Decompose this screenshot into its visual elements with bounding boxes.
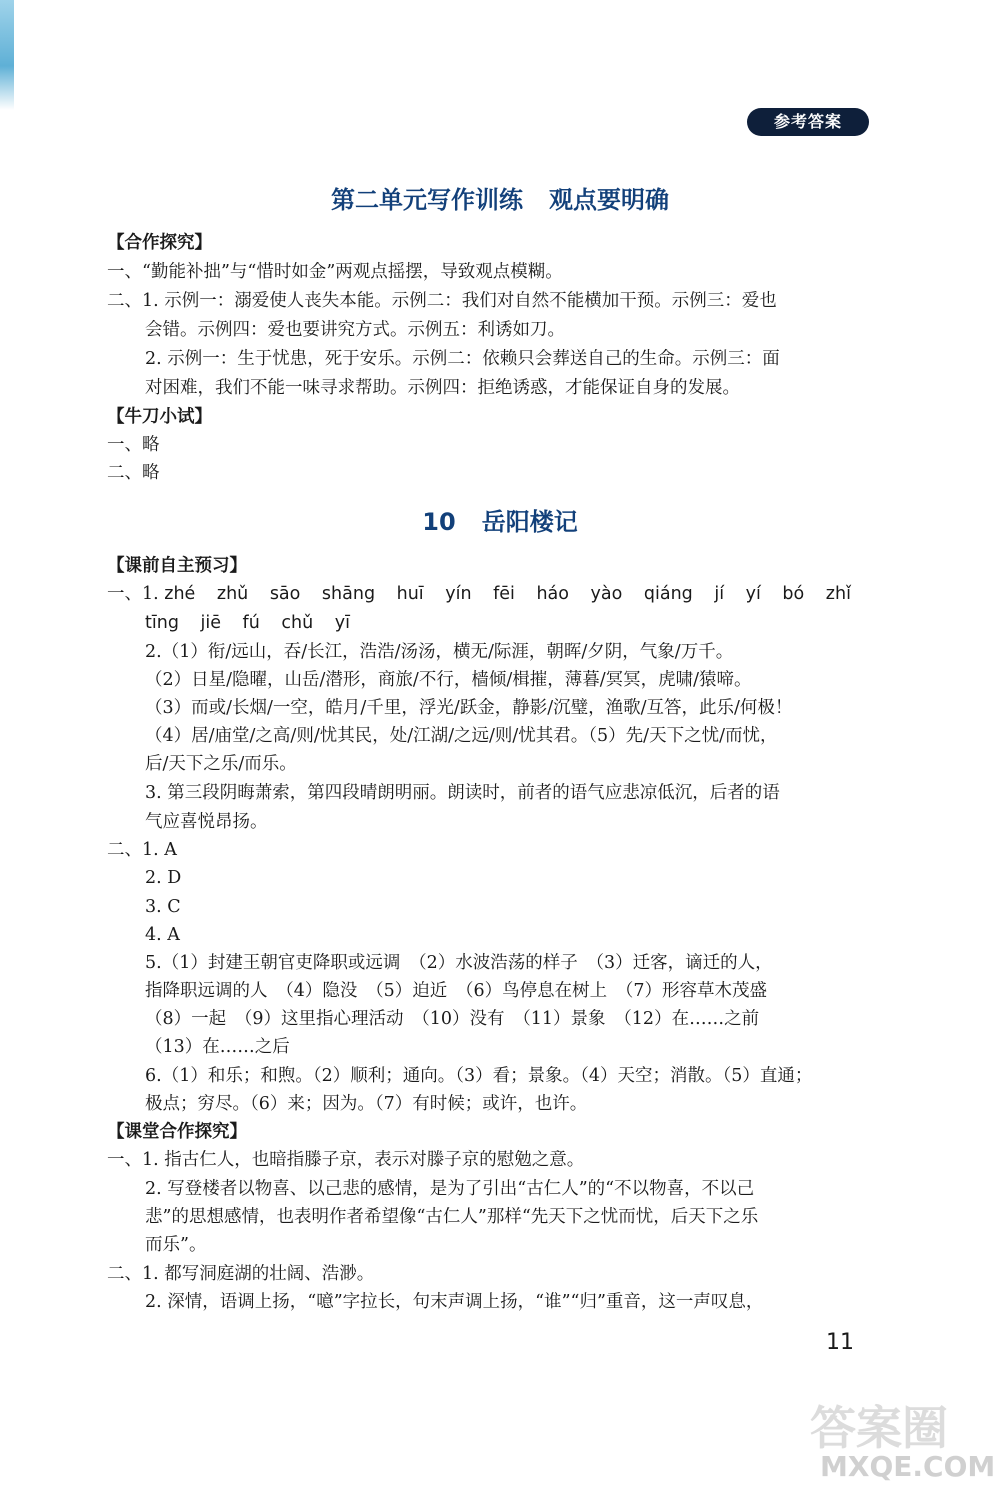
pinyin-text: zhé zhǔ sāo shāng huī yín fēi háo yào qiáng jí yí bó zhǐ	[164, 584, 851, 604]
text-line: 对困难，我们不能一味寻求帮助。示例四：拒绝诱惑，才能保证自身的发展。	[145, 378, 740, 398]
text-line: 一、“勤能补拙”与“惜时如金”两观点摇摆，导致观点模糊。	[107, 262, 563, 282]
text-line: 后/天下之乐/而乐。	[145, 754, 297, 774]
text-line: 二、略	[107, 463, 160, 483]
text-line: 二、1. 都写洞庭湖的壮阔、浩渺。	[107, 1264, 375, 1284]
text-line: （2）日星/隐曜，山岳/潜形，商旅/不行，樯倾/楫摧，薄暮/冥冥，虎啸/猿啼。	[145, 670, 752, 690]
text-line: 会错。示例四：爱也要讲究方式。示例五：利诱如刀。	[145, 320, 565, 340]
text-line: 2. 写登楼者以物喜、以己悲的感情，是为了引出“古仁人”的“不以物喜，不以己	[145, 1179, 755, 1199]
answer-line: 3. C	[145, 897, 181, 917]
text-line: 而乐”。	[145, 1235, 207, 1255]
text-line: 二、1. 示例一：溺爱使人丧失本能。示例二：我们对自然不能横加干预。示例三：爱也	[107, 291, 777, 311]
lesson-title: 岳阳楼记	[481, 508, 578, 536]
text-line: （8）一起 （9）这里指心理活动 （10）没有 （11）景象 （12）在……之前	[145, 1009, 760, 1029]
text-line: 气应喜悦昂扬。	[145, 812, 268, 832]
text-line: 6.（1）和乐；和煦。（2）顺利；通向。（3）看；景象。（4）天空；消散。（5）直通；	[145, 1066, 813, 1086]
text-line: 极点；穷尽。（6）来；因为。（7）有时候；或许，也许。	[145, 1094, 588, 1114]
text-line: 一、1. 指古仁人，也暗指滕子京，表示对滕子京的慰勉之意。	[107, 1150, 585, 1170]
heading-practice: 【牛刀小试】	[107, 407, 212, 427]
text-line: （3）而或/长烟/一空，皓月/千里，浮光/跃金，静影/沉璧，渔歌/互答，此乐/何极！	[145, 698, 793, 718]
text-line: 2. 深情，语调上扬，“噫”字拉长，句末声调上扬，“谁”“归”重音，这一声叹息，	[145, 1292, 764, 1312]
text-line: 一、略	[107, 435, 160, 455]
text-line: （13）在……之后	[145, 1037, 290, 1057]
watermark-text: 答案圈	[810, 1401, 948, 1455]
answer-line: 2. D	[145, 868, 182, 888]
text-line: 2.（1）衔/远山，吞/长江，浩浩/汤汤，横无/际涯，朝晖/夕阴，气象/万千。	[145, 642, 734, 662]
item-prefix: 一、1.	[107, 584, 159, 604]
answer-badge: 参考答案	[747, 108, 869, 136]
heading-class-inquiry: 【课堂合作探究】	[107, 1122, 247, 1142]
text-line: 5.（1）封建王朝官吏降职或远调 （2）水波浩荡的样子 （3）迁客，谪迁的人，	[145, 953, 773, 973]
heading-preview: 【课前自主预习】	[107, 556, 247, 576]
lesson-number: 10	[422, 508, 456, 536]
section-title-writing	[0, 180, 1000, 215]
watermark-url: MXQE.COM	[820, 1450, 996, 1483]
text-line: 指降职远调的人 （4）隐没 （5）迫近 （6）鸟停息在树上 （7）形容草木茂盛	[145, 981, 768, 1001]
page-edge-strip	[0, 0, 14, 110]
text-line: 3. 第三段阴晦萧索，第四段晴朗明丽。朗读时，前者的语气应悲凉低沉，后者的语	[145, 783, 780, 803]
page-number: 11	[826, 1330, 854, 1355]
heading-cooperative-inquiry: 【合作探究】	[107, 233, 212, 253]
answer-line: 4. A	[145, 925, 180, 945]
section-title-sub: 观点要明确	[549, 186, 669, 214]
text-line: 2. 示例一：生于忧患，死于安乐。示例二：依赖只会葬送自己的生命。示例三：面	[145, 349, 780, 369]
pinyin-line	[107, 580, 872, 608]
section-title-main: 第二单元写作训练	[331, 186, 523, 214]
section-title-yueyang	[0, 502, 1000, 537]
text-line: （4）居/庙堂/之高/则/忧其民，处/江湖/之远/则/忧其君。（5）先/天下之忧/而忧，	[145, 726, 778, 746]
watermark-logo	[800, 1392, 996, 1490]
answer-line: 二、1. A	[107, 840, 177, 860]
text-line: 悲”的思想感情，也表明作者希望像“古仁人”那样“先天下之忧而忧，后天下之乐	[145, 1207, 759, 1227]
pinyin-line: tīng jiē fú chǔ yī	[145, 613, 350, 633]
